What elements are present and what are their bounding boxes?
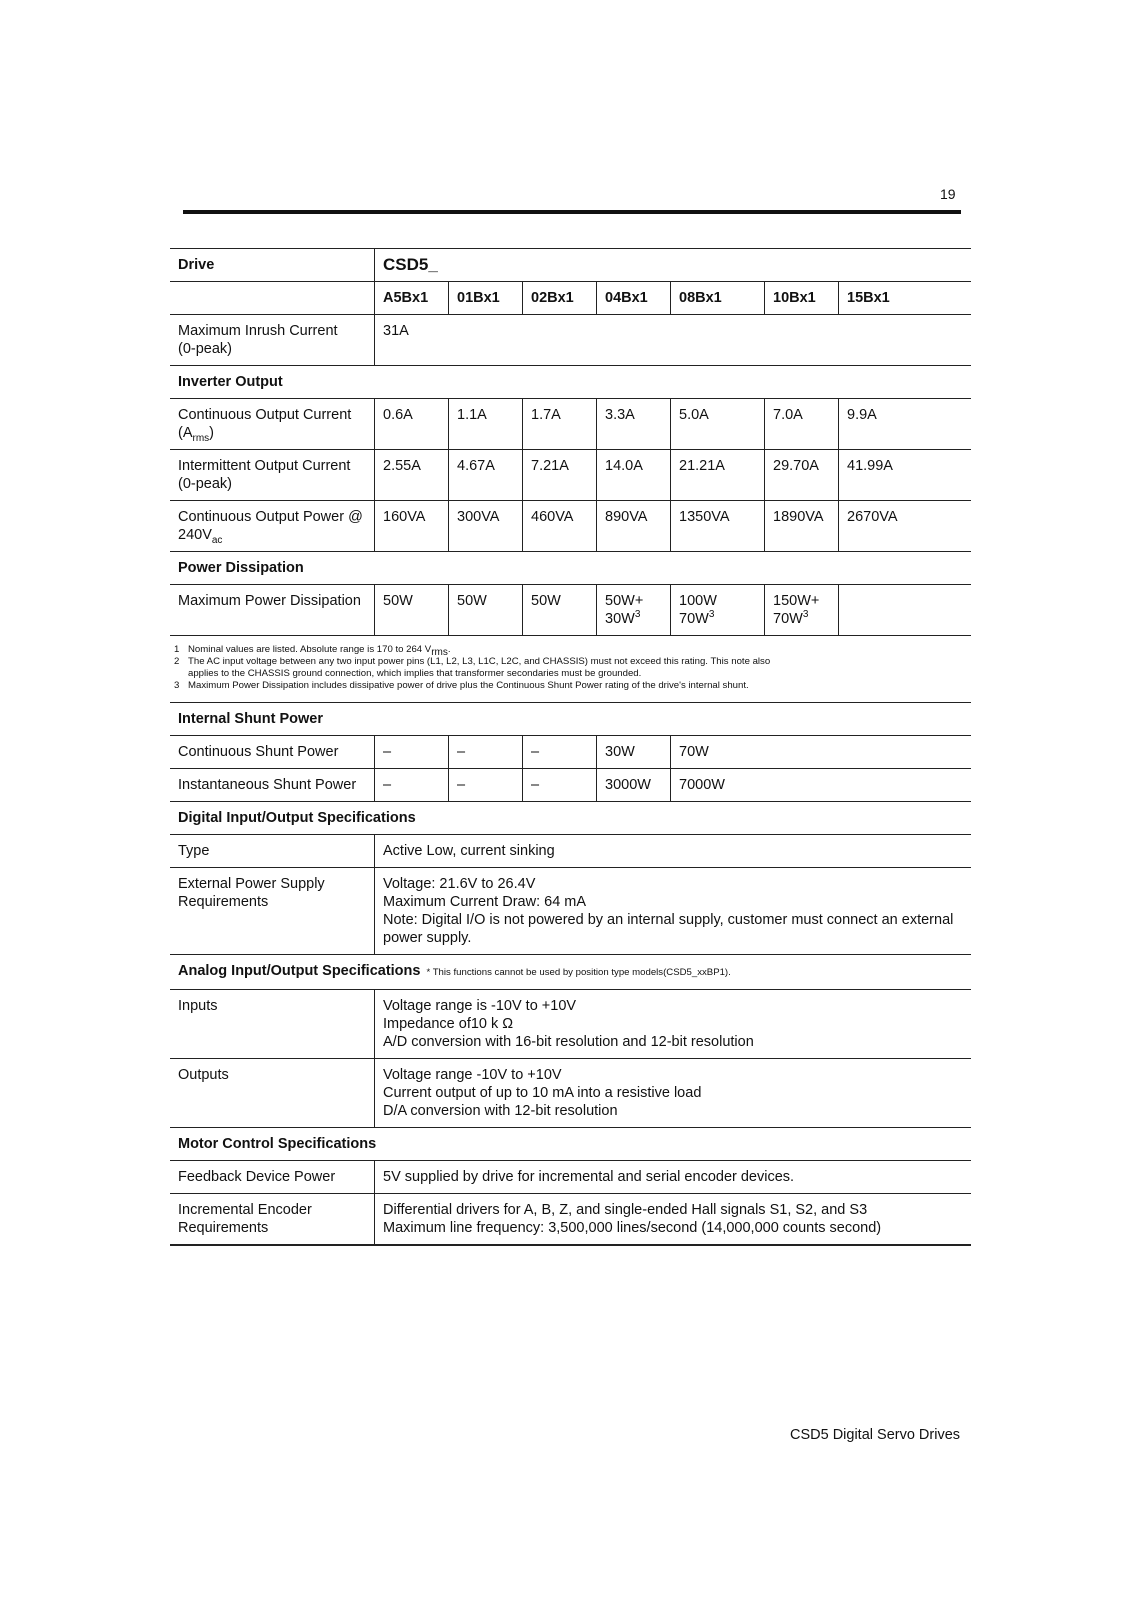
- cell: 7.0A: [765, 399, 839, 450]
- inrush-row: [170, 315, 971, 366]
- cell: –: [375, 769, 449, 802]
- cell: Voltage range -10V to +10V Current output of up to 10 mA into a resistive load D/A conversion with 12-bit resolution: [375, 1059, 972, 1128]
- row-label: Maximum Inrush Current (0-peak): [170, 315, 375, 366]
- footnotes: [170, 636, 971, 703]
- section-motor-control: [170, 1128, 971, 1161]
- cont-shunt-row: [170, 736, 971, 769]
- section-digital-io: [170, 802, 971, 835]
- section-title: Power Dissipation: [170, 552, 971, 585]
- row-label: Continuous Shunt Power: [170, 736, 375, 769]
- row-label: External Power Supply Requirements: [170, 868, 375, 955]
- footnotes-row: [170, 636, 971, 703]
- int-output-current-row: [170, 450, 971, 501]
- cell: –: [449, 769, 523, 802]
- cell: Voltage range is -10V to +10V Impedance of10 k Ω A/D conversion with 16-bit resolution and 12-bit resolution: [375, 990, 972, 1059]
- inrush-value: 31A: [375, 315, 972, 366]
- row-label: Maximum Power Dissipation: [170, 585, 375, 636]
- cell: –: [449, 736, 523, 769]
- section-title: Analog Input/Output Specifications * This functions cannot be used by position type models(CSD5_xxBP1).: [170, 955, 971, 990]
- cell: 5V supplied by drive for incremental and serial encoder devices.: [375, 1161, 972, 1194]
- cell: 2.55A: [375, 450, 449, 501]
- cell: 21.21A: [671, 450, 765, 501]
- cont-output-current-row: [170, 399, 971, 450]
- cell: 7000W: [671, 769, 972, 802]
- cell: Voltage: 21.6V to 26.4V Maximum Current Draw: 64 mA Note: Digital I/O is not powered by an internal supply, customer must connect an external power supply.: [375, 868, 972, 955]
- cell: 460VA: [523, 501, 597, 552]
- section-title: Motor Control Specifications: [170, 1128, 971, 1161]
- footer-title: CSD5 Digital Servo Drives: [790, 1427, 961, 1443]
- cell: 100W $70W^3$: [671, 585, 765, 636]
- cell: Active Low, current sinking: [375, 835, 972, 868]
- section-power-dissipation: [170, 552, 971, 585]
- cell: 1890VA: [765, 501, 839, 552]
- cell: –: [375, 736, 449, 769]
- model-series: CSD5_: [375, 249, 972, 282]
- section-title: Digital Input/Output Specifications: [170, 802, 971, 835]
- cell: 4.67A: [449, 450, 523, 501]
- cell: 50W: [523, 585, 597, 636]
- cell: 3000W: [597, 769, 671, 802]
- type-row: [170, 835, 971, 868]
- analog-note: * This functions cannot be used by position type models(CSD5_xxBP1).: [426, 967, 731, 978]
- spec-table: [170, 248, 971, 1246]
- cell: 70W: [671, 736, 972, 769]
- col-header: 02Bx1: [523, 282, 597, 315]
- cell: 30W: [597, 736, 671, 769]
- cell: 150W+ $70W^3$: [765, 585, 839, 636]
- cell: 890VA: [597, 501, 671, 552]
- cell: 9.9A: [839, 399, 972, 450]
- row-label: Continuous Output Power @ $240V_{ac}$: [170, 501, 375, 552]
- cell: Differential drivers for A, B, Z, and single-ended Hall signals S1, S2, and S3 Maximum line frequency: 3,500,000 lines/second (14,000,000 counts second): [375, 1194, 972, 1246]
- outputs-row: [170, 1059, 971, 1128]
- cell: 14.0A: [597, 450, 671, 501]
- col-header: 10Bx1: [765, 282, 839, 315]
- cell: 1.1A: [449, 399, 523, 450]
- col-header: 08Bx1: [671, 282, 765, 315]
- row-label: Inputs: [170, 990, 375, 1059]
- header-row: [170, 249, 971, 282]
- row-label: Feedback Device Power: [170, 1161, 375, 1194]
- row-label: Continuous Output Current $(A_{rms})$: [170, 399, 375, 450]
- footnote: 3 Maximum Power Dissipation includes dissipative power of drive plus the Continuous Shunt Power rating of the drive's internal shunt.: [174, 680, 749, 691]
- cell: 50W: [375, 585, 449, 636]
- cell: [839, 585, 972, 636]
- cell: 50W+ $30W^3$: [597, 585, 671, 636]
- col-header: A5Bx1: [375, 282, 449, 315]
- cell: 7.21A: [523, 450, 597, 501]
- row-label: Instantaneous Shunt Power: [170, 769, 375, 802]
- cell: 1350VA: [671, 501, 765, 552]
- cell: 41.99A: [839, 450, 972, 501]
- cell: –: [523, 769, 597, 802]
- col-header: 15Bx1: [839, 282, 972, 315]
- cell: 0.6A: [375, 399, 449, 450]
- col-header: 04Bx1: [597, 282, 671, 315]
- cell: –: [523, 736, 597, 769]
- cell: 2670VA: [839, 501, 972, 552]
- cell: 50W: [449, 585, 523, 636]
- header-rule: [183, 210, 961, 214]
- footnote: 2 The AC input voltage between any two input power pins (L1, L2, L3, L1C, L2C, and CHASSIS) must not exceed this rating. This note also applies to the CHASSIS ground connection, which implies that transformer secondaries must be grounded.: [174, 656, 771, 679]
- section-inverter-output: [170, 366, 971, 399]
- drive-label: Drive: [170, 249, 375, 282]
- section-title: Inverter Output: [170, 366, 971, 399]
- section-analog-io: [170, 955, 971, 990]
- max-power-dissipation-row: [170, 585, 971, 636]
- cell: 3.3A: [597, 399, 671, 450]
- row-label: Outputs: [170, 1059, 375, 1128]
- section-internal-shunt: [170, 703, 971, 736]
- footnote: 1 Nominal values are listed. Absolute range is 170 to 264 $V_{rms}$.: [174, 644, 451, 658]
- cell: 29.70A: [765, 450, 839, 501]
- cell: 300VA: [449, 501, 523, 552]
- inputs-row: [170, 990, 971, 1059]
- ext-power-row: [170, 868, 971, 955]
- cell: 160VA: [375, 501, 449, 552]
- model-columns-row: [170, 282, 971, 315]
- row-label: Incremental Encoder Requirements: [170, 1194, 375, 1246]
- encoder-row: [170, 1194, 971, 1246]
- feedback-row: [170, 1161, 971, 1194]
- cell: 1.7A: [523, 399, 597, 450]
- cell: 5.0A: [671, 399, 765, 450]
- cont-output-power-row: [170, 501, 971, 552]
- section-title: Internal Shunt Power: [170, 703, 971, 736]
- col-header: 01Bx1: [449, 282, 523, 315]
- row-label: Intermittent Output Current (0-peak): [170, 450, 375, 501]
- row-label: Type: [170, 835, 375, 868]
- page-number: 19: [940, 186, 956, 202]
- inst-shunt-row: [170, 769, 971, 802]
